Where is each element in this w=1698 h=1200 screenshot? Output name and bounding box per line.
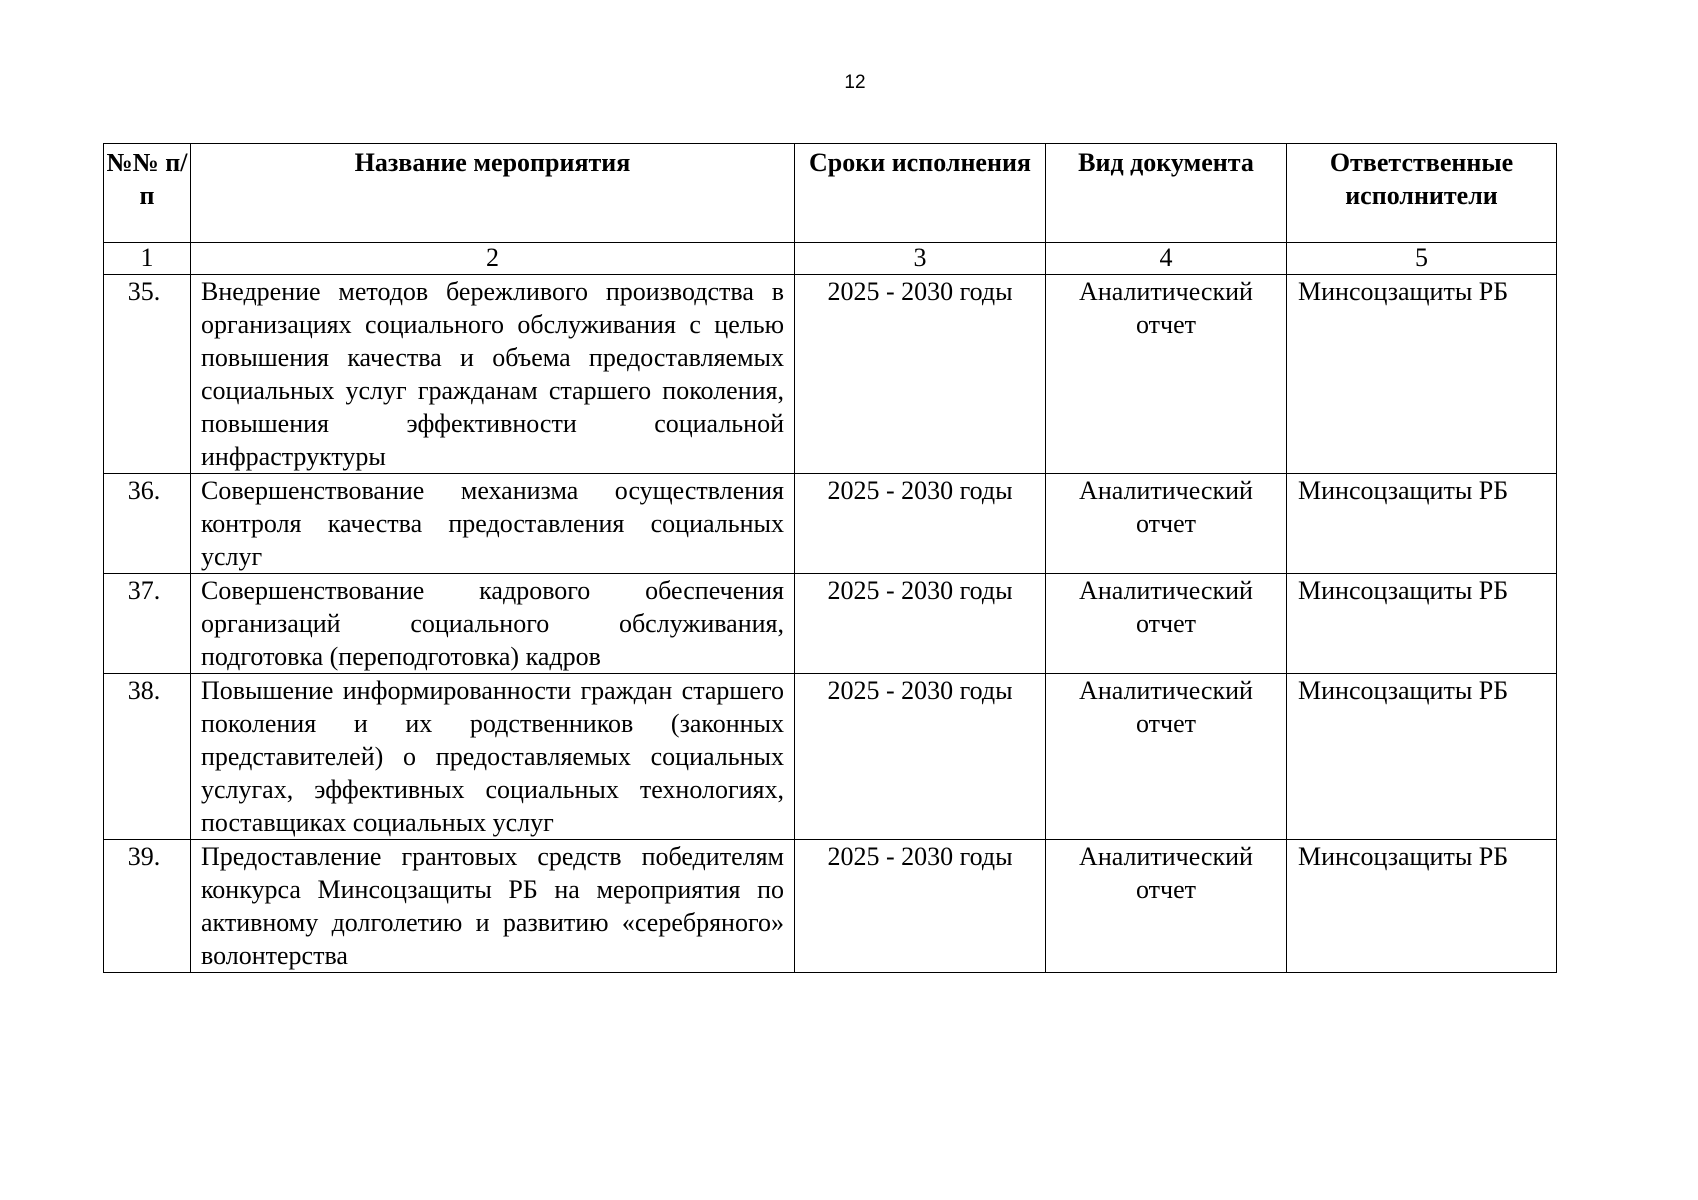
responsible-executors: Минсоцзащиты РБ bbox=[1287, 840, 1557, 973]
document-type: Аналитический отчет bbox=[1046, 840, 1287, 973]
column-number: 2 bbox=[191, 243, 795, 275]
column-number: 4 bbox=[1046, 243, 1287, 275]
activity-name: Совершенствование кадрового обеспечения организаций социального обслуживания, подготовка (переподготовка) кадров bbox=[191, 574, 795, 674]
deadline: 2025 - 2030 годы bbox=[795, 474, 1046, 574]
activity-name: Совершенствование механизма осуществления контроля качества предоставления социальных услуг bbox=[191, 474, 795, 574]
document-type: Аналитический отчет bbox=[1046, 574, 1287, 674]
table-row bbox=[104, 275, 1557, 474]
column-number-row bbox=[104, 243, 1557, 275]
column-number: 1 bbox=[104, 243, 191, 275]
column-number: 3 bbox=[795, 243, 1046, 275]
header-num: №№ п/п bbox=[104, 144, 191, 243]
header-executors: Ответственные исполнители bbox=[1287, 144, 1557, 243]
column-number: 5 bbox=[1287, 243, 1557, 275]
table-row bbox=[104, 674, 1557, 840]
header-row bbox=[104, 144, 1557, 243]
action-plan-table bbox=[103, 143, 1557, 973]
row-number: 36. bbox=[104, 474, 191, 574]
page-number: 12 bbox=[844, 72, 866, 93]
responsible-executors: Минсоцзащиты РБ bbox=[1287, 474, 1557, 574]
document-type: Аналитический отчет bbox=[1046, 674, 1287, 840]
table-row bbox=[104, 574, 1557, 674]
activity-name: Предоставление грантовых средств победителям конкурса Минсоцзащиты РБ на мероприятия по активному долголетию и развитию «серебряного» волонтерства bbox=[191, 840, 795, 973]
deadline: 2025 - 2030 годы bbox=[795, 674, 1046, 840]
table-row bbox=[104, 474, 1557, 574]
responsible-executors: Минсоцзащиты РБ bbox=[1287, 674, 1557, 840]
activity-name: Внедрение методов бережливого производства в организациях социального обслуживания с целью повышения качества и объема предоставляемых социальных услуг гражданам старшего поколения, повышения эффективности социальной инфраструктуры bbox=[191, 275, 795, 474]
activity-name: Повышение информированности граждан старшего поколения и их родственников (законных представителей) о предоставляемых социальных услугах, эффективных социальных технологиях, поставщиках социальных услуг bbox=[191, 674, 795, 840]
responsible-executors: Минсоцзащиты РБ bbox=[1287, 275, 1557, 474]
deadline: 2025 - 2030 годы bbox=[795, 840, 1046, 973]
responsible-executors: Минсоцзащиты РБ bbox=[1287, 574, 1557, 674]
row-number: 39. bbox=[104, 840, 191, 973]
row-number: 37. bbox=[104, 574, 191, 674]
header-deadline: Сроки исполнения bbox=[795, 144, 1046, 243]
header-doc-type: Вид документа bbox=[1046, 144, 1287, 243]
deadline: 2025 - 2030 годы bbox=[795, 574, 1046, 674]
row-number: 38. bbox=[104, 674, 191, 840]
deadline: 2025 - 2030 годы bbox=[795, 275, 1046, 474]
document-type: Аналитический отчет bbox=[1046, 474, 1287, 574]
document-type: Аналитический отчет bbox=[1046, 275, 1287, 474]
header-name: Название мероприятия bbox=[191, 144, 795, 243]
table-row bbox=[104, 840, 1557, 973]
row-number: 35. bbox=[104, 275, 191, 474]
